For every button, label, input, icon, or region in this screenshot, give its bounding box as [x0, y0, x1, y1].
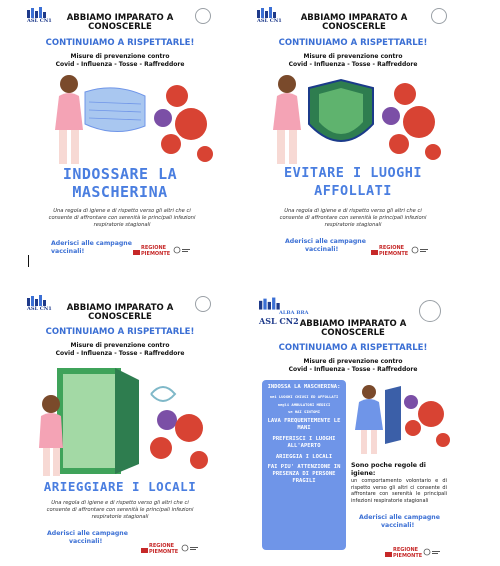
poster-subtitle: CONTINUIAMO A RISPETTARLE!	[278, 343, 428, 353]
rule-item: INDOSSA LA MASCHERINA:	[267, 384, 341, 390]
rule-item: LAVA FREQUENTEMENTE LE MANI	[267, 418, 341, 431]
vaccine-campaign-line1: Aderisci alle campagne	[47, 530, 128, 537]
regione-piemonte-logo: REGIONE PIEMONTE	[141, 544, 178, 556]
measures-line2: Covid - Influenza - Tosse - Raffreddore	[55, 350, 185, 357]
headline-line1: ARIEGGIARE I LOCALI	[43, 479, 197, 494]
rule-subitem: se HAI SINTOMI	[287, 409, 320, 415]
prevenzione-logo-icon	[173, 246, 191, 255]
headline-line2: AFFOLLATI	[314, 183, 392, 199]
measures-line1: Misure di prevenzione contro	[303, 358, 403, 365]
measures-line1: Misure di prevenzione contro	[303, 53, 403, 60]
asl-logo	[257, 6, 282, 24]
vaccine-campaign-line1: Aderisci alle campagne	[359, 514, 440, 521]
regione-piemonte-logo: REGIONE PIEMONTE	[385, 548, 422, 560]
asl-logo-text: ASL CN1	[27, 18, 52, 24]
circle-logo-icon	[419, 300, 441, 322]
poster-summary	[255, 292, 451, 562]
rules-list-box	[262, 380, 346, 550]
circle-logo-icon	[195, 8, 211, 24]
poster-crowds	[255, 4, 451, 268]
rule-subitem: negli AMBULATORI MEDICI	[277, 401, 331, 407]
asl-building-icon	[259, 296, 283, 310]
woman-with-shield-illustration	[269, 74, 445, 166]
measures-line2: Covid - Influenza - Tosse - Raffreddore	[288, 366, 418, 373]
vaccine-campaign-line2: vaccinali!	[305, 246, 339, 253]
regione-flag-icon	[133, 250, 140, 255]
poster-title: ABBIAMO IMPARATO A CONOSCERLE	[299, 319, 407, 339]
measures-line1: Misure di prevenzione contro	[70, 342, 170, 349]
poster-subtitle: CONTINUIAMO A RISPETTARLE!	[278, 38, 428, 48]
rule-item: ARIEGGIA I LOCALI	[275, 453, 333, 460]
vaccine-campaign-line1: Aderisci alle campagne	[51, 240, 132, 247]
asl-building-icon	[257, 6, 279, 18]
circle-logo-icon	[431, 8, 447, 24]
asl-cn2-top-text: ALBA BRA	[279, 310, 309, 316]
rule-item: FAI PIU' ATTENZIONE IN PRESENZA DI PERSONE FRAGILI	[267, 464, 341, 485]
rule-subitem: nei LUOGHI CHIUSI ED AFFOLLATI	[269, 393, 339, 399]
regione-piemonte-logo: REGIONE PIEMONTE	[133, 246, 170, 258]
woman-opening-window-illustration	[39, 364, 215, 478]
measures-line2: Covid - Influenza - Tosse - Raffreddore	[55, 61, 185, 68]
vaccine-campaign-line2: vaccinali!	[51, 248, 85, 255]
prevenzione-logo-icon	[181, 544, 199, 553]
vaccine-campaign-line2: vaccinali!	[381, 522, 415, 529]
headline-line2: MASCHERINA	[72, 183, 168, 201]
regione-flag-icon	[141, 548, 148, 553]
rules-heading: Sono poche regole di igiene:	[351, 462, 426, 478]
poster-subtitle: CONTINUIAMO A RISPETTARLE!	[45, 327, 195, 337]
vaccine-campaign-line1: Aderisci alle campagne	[285, 238, 366, 245]
rules-text: un comportamento volontario e di rispetto verso gli altri ci consente di affrontare con serenità le principali infezioni respiratorie stagionali	[351, 478, 447, 504]
woman-holding-mask-illustration	[45, 74, 215, 166]
text-cursor	[28, 255, 29, 267]
prevenzione-logo-icon	[423, 548, 441, 557]
description: Una regola di igiene e di rispetto verso gli altri che ci consente di affrontare con serenità le principali infezioni respiratorie stagionali	[46, 500, 194, 520]
woman-with-virus-illustration	[355, 384, 451, 456]
vaccine-campaign-line2: vaccinali!	[69, 538, 103, 545]
headline-line1: EVITARE I LUOGHI	[283, 165, 423, 181]
poster-mask	[25, 4, 215, 268]
prevenzione-logo-icon	[411, 246, 429, 255]
poster-subtitle: CONTINUIAMO A RISPETTARLE!	[45, 38, 195, 48]
asl-logo-text: ASL CN1	[257, 18, 282, 24]
measures-line1: Misure di prevenzione contro	[70, 53, 170, 60]
poster-ventilate	[25, 292, 215, 562]
description: Una regola di igiene e di rispetto verso gli altri che ci consente di affrontare con serenità le principali infezioni respiratorie stagionali	[48, 208, 196, 228]
regione-flag-icon	[371, 250, 378, 255]
poster-title: ABBIAMO IMPARATO A CONOSCERLE	[66, 303, 174, 323]
poster-title: ABBIAMO IMPARATO A CONOSCERLE	[66, 13, 174, 33]
asl-logo-text: ASL CN1	[27, 306, 52, 312]
circle-logo-icon	[195, 296, 211, 312]
poster-title: ABBIAMO IMPARATO A CONOSCERLE	[300, 13, 408, 33]
regione-piemonte-logo: REGIONE PIEMONTE	[371, 246, 408, 258]
description: Una regola di igiene e di rispetto verso gli altri che ci consente di affrontare con serenità le principali infezioni respiratorie stagionali	[279, 208, 427, 228]
asl-cn2-text: ASL CN2	[259, 316, 299, 326]
rule-item: PREFERISCI I LUOGHI ALL'APERTO	[272, 435, 336, 449]
measures-line2: Covid - Influenza - Tosse - Raffreddore	[288, 61, 418, 68]
rules-explanation	[351, 462, 447, 504]
headline-line1: INDOSSARE LA	[62, 165, 178, 183]
regione-flag-icon	[385, 552, 392, 557]
